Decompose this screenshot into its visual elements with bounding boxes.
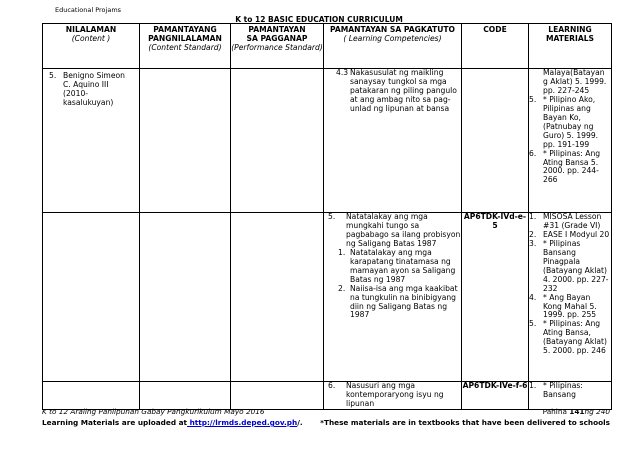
materials-cell: 1. MISOSA Lesson #31 (Grade VI) 2. EASE I Modyul 20 3. * Pilipinas Bansang Pinagpala (Batayang Aklat) 4. 2000. pp. 227-232 4. * Ang Bayan Kong Mahal 5. 1999. pp. 255 5. * Pilipinas: Ang Ating Bansa, (Batayang Aklat) 5. 2000. pp. 246 (529, 213, 612, 382)
materials-cell: Malaya(Batayan g Aklat) 5. 1999. pp. 227-245 5. * Pilipino Ako, Pilipinas ang Bayan Ko, (Patnubay ng Guro) 5. 1999. pp. 191-199 6. * Pilipinas: Ang Ating Bansa 5. 2000. pp. 244-266 (529, 69, 612, 213)
content-cell: 5. Benigno Simeon C. Aquino III (2010- kasalukuyan) (43, 69, 140, 213)
document-title: K to 12 BASIC EDUCATION CURRICULUM (235, 15, 403, 24)
col-header-code: CODE (462, 24, 529, 69)
lrmds-link[interactable]: http://lrmds.deped.gov.ph (187, 418, 298, 427)
org-label: Educational Projams (55, 6, 122, 14)
materials-cell: 1. * Pilipinas: Bansang (529, 382, 612, 410)
table-header-row (43, 24, 612, 69)
competency-cell: 6. Nasusuri ang mga kontemporaryong isyu ng lipunan (324, 382, 462, 410)
content-cell (43, 213, 140, 382)
footer-textbooks-note: *These materials are in textbooks that have been delivered to schools (320, 418, 610, 427)
col-header-content-standard: PAMANTAYANG PANGNILALAMAN (Content Standard) (140, 24, 231, 69)
content-standard-cell (140, 213, 231, 382)
content-cell (43, 382, 140, 410)
table-row (43, 69, 612, 213)
performance-standard-cell (231, 69, 324, 213)
col-header-content: NILALAMAN (Content ) (43, 24, 140, 69)
performance-standard-cell (231, 382, 324, 410)
competency-cell: 5. Natatalakay ang mga mungkahi tungo sa pagbabago sa ilang probisyon ng Saligang Batas 1987 1. Natatalakay ang mga karapatang tinatamasa ng mamayan ayon sa Saligang Batas ng 1987 2. Naiisa-isa ang mga kaakibat na tungkulin na binibigyang diin ng Saligang Batas ng 1987 (324, 213, 462, 382)
code-cell (462, 69, 529, 213)
footer-guide-title: K to 12 Araling Panlipunan Gabay Pangkurikulum Mayo 2016 (42, 407, 265, 416)
table-row (43, 213, 612, 382)
performance-standard-cell (231, 213, 324, 382)
curriculum-table (42, 23, 612, 410)
page-number: Pahina 141ng 240 (542, 407, 610, 416)
col-header-materials: LEARNING MATERIALS (529, 24, 612, 69)
footer-materials-note: Learning Materials are uploaded at http://lrmds.deped.gov.ph/. (42, 418, 303, 427)
table-row (43, 382, 612, 410)
col-header-competencies: PAMANTAYAN SA PAGKATUTO ( Learning Competencies) (324, 24, 462, 69)
col-header-performance-standard: PAMANTAYAN SA PAGGANAP (Performance Standard) (231, 24, 324, 69)
content-standard-cell (140, 69, 231, 213)
code-cell: AP6TDK-IVe-f-6 (462, 382, 529, 410)
competency-cell: 4.3 Nakasusulat ng maikling sanaysay tungkol sa mga patakaran ng piling pangulo at ang ambag nito sa pag-unlad ng lipunan at bansa (324, 69, 462, 213)
code-cell: AP6TDK-IVd-e-5 (462, 213, 529, 382)
content-standard-cell (140, 382, 231, 410)
